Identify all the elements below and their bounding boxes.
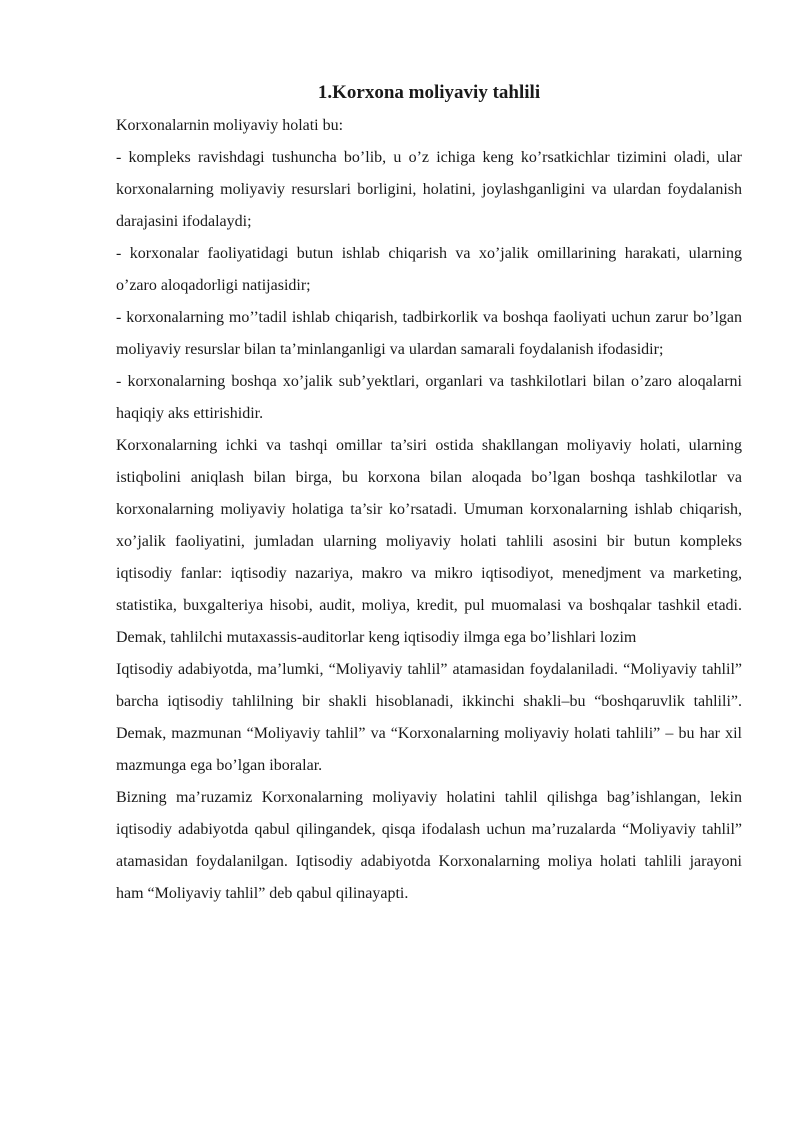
paragraph-bullet-1: - kompleks ravishdagi tushuncha bo’lib, u o’z ichiga keng ko’rsatkichlar tizimini oladi, ular korxonalarning moliyaviy resurslari borligini, holatini, joylashganligini va ulardan foydalanish darajasini ifodalaydi; (116, 149, 742, 230)
paragraph-bullet-3: - korxonalarning mo’’tadil ishlab chiqarish, tadbirkorlik va boshqa faoliyati uchun zarur bo’lgan moliyaviy resurslar bilan ta’minlanganligi va ulardan samarali foydalanish ifodasidir; (116, 309, 742, 358)
paragraph-bullet-4: - korxonalarning boshqa xo’jalik sub’yektlari, organlari va tashkilotlari bilan o’zaro aloqalarni haqiqiy aks ettirishidir. (116, 373, 742, 422)
paragraph-intro: Korxonalarnin moliyaviy holati bu: (116, 117, 344, 134)
document-body (116, 110, 742, 910)
paragraph-body-2: Iqtisodiy adabiyotda, ma’lumki, “Moliyaviy tahlil” atamasidan foydalaniladi. “Moliyaviy tahlil” barcha iqtisodiy tahlilning bir shakli hisoblanadi, ikkinchi shakli–bu “boshqaruvlik tahlili”. Demak, mazmunan “Moliyaviy tahlil” va “Korxonalarning moliyaviy holati tahlili” – bu har xil mazmunga ega bo’lgan iboralar. (116, 661, 742, 774)
document-title: 1.Korxona moliyaviy tahlili (317, 82, 541, 103)
paragraph-bullet-2: - korxonalar faoliyatidagi butun ishlab chiqarish va xo’jalik omillarining harakati, ularning o’zaro aloqadorligi natijasidir; (116, 245, 742, 294)
paragraph-body-3: Bizning ma’ruzamiz Korxonalarning moliyaviy holatini tahlil qilishga bag’ishlangan, lekin iqtisodiy adabiyotda qabul qilingandek, qisqa ifodalash uchun ma’ruzalarda “Moliyaviy tahlil” atamasidan foydalanilgan. Iqtisodiy adabiyotda Korxonalarning moliya holati tahlili jarayoni ham “Moliyaviy tahlil” deb qabul qilinayapti. (116, 789, 742, 902)
paragraph-body-1: Korxonalarning ichki va tashqi omillar ta’siri ostida shakllangan moliyaviy holati, ularning istiqbolini aniqlash bilan birga, bu korxona bilan aloqada bo’lgan boshqa tashkilotlar va korxonalarning moliyaviy holatiga ta’sir ko’rsatadi. Umuman korxonalarning ishlab chiqarish, xo’jalik faoliyatini, jumladan ularning moliyaviy holati tahlili asosini bir butun kompleks iqtisodiy fanlar: iqtisodiy nazariya, makro va mikro iqtisodiyot, menedjment va marketing, statistika, buxgalteriya hisobi, audit, moliya, kredit, pul muomalasi va boshqalar tashkil etadi. Demak, tahlilchi mutaxassis-auditorlar keng iqtisodiy ilmga ega bo’lishlari lozim (116, 437, 742, 646)
